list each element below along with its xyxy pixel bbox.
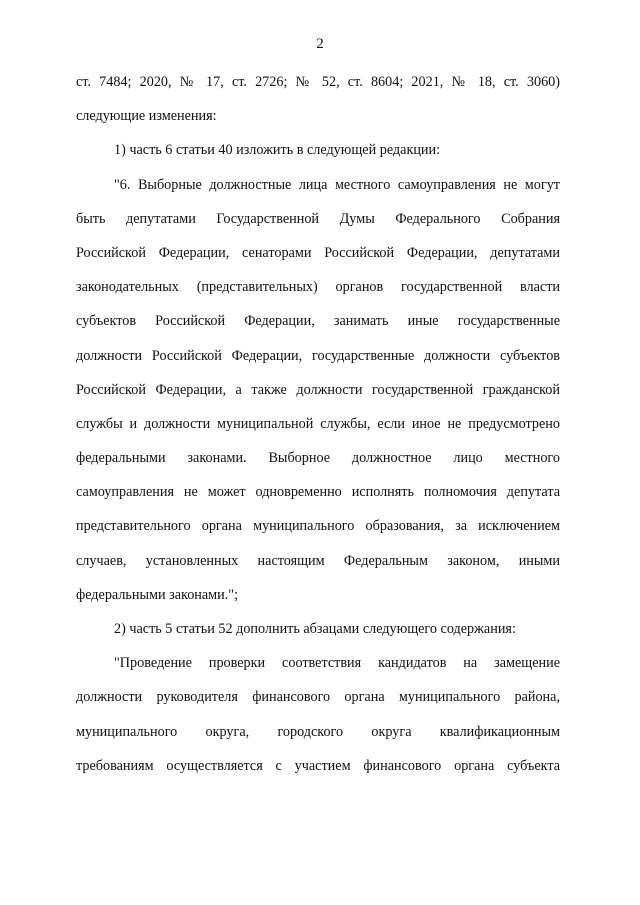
text-line: службы и должности муниципальной службы, если иное не предусмотрено (76, 415, 560, 432)
text-line: требованиям осуществляется с участием финансового органа субъекта (76, 757, 560, 774)
text-line: "6. Выборные должностные лица местного самоуправления не могут (114, 176, 560, 193)
text-line: быть депутатами Государственной Думы Федерального Собрания (76, 210, 560, 227)
text-line: федеральными законами. Выборное должностное лицо местного (76, 450, 560, 467)
text-line: ст. 7484; 2020, № 17, ст. 2726; № 52, ст. 8604; 2021, № 18, ст. 3060) (76, 74, 560, 90)
text-line: случаев, установленных настоящим Федеральным законом, иными (76, 552, 560, 569)
text-line: 2) часть 5 статьи 52 дополнить абзацами следующего содержания: (114, 621, 516, 637)
text-line: муниципального округа, городского округа квалификационным (76, 723, 560, 740)
text-line: федеральными законами."; (76, 586, 239, 603)
text-line: Российской Федерации, а также должности государственной гражданской (76, 381, 560, 398)
text-line: представительного органа муниципального образования, за исключением (76, 518, 560, 535)
text-line: Российской Федерации, сенаторами Российской Федерации, депутатами (76, 244, 560, 261)
page-number: 2 (316, 36, 324, 52)
document-body (76, 70, 560, 788)
text-line: должности Российской Федерации, государственные должности субъектов (76, 347, 560, 364)
text-line: законодательных (представительных) органов государственной власти (76, 279, 560, 296)
text-line: следующие изменения: (76, 108, 217, 125)
text-line: 1) часть 6 статьи 40 изложить в следующей редакции: (114, 142, 441, 159)
text-line: самоуправления не может одновременно исполнять полномочия депутата (76, 484, 560, 501)
text-line: субъектов Российской Федерации, занимать иные государственные (76, 313, 560, 330)
text-line: должности руководителя финансового органа муниципального района, (76, 689, 560, 706)
text-line: "Проведение проверки соответствия кандидатов на замещение (114, 655, 560, 672)
